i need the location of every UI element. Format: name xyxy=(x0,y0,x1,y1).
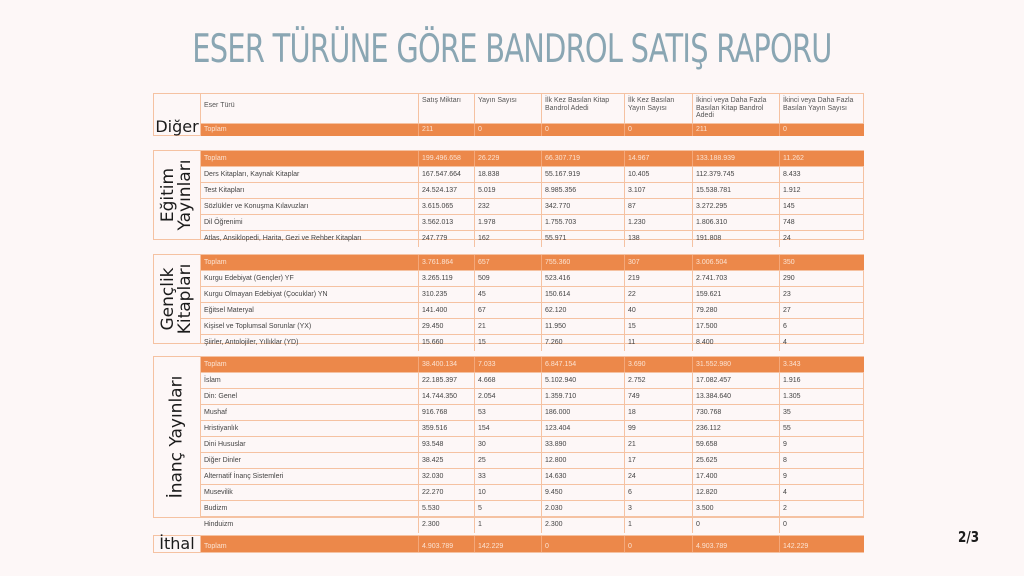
value-cell: 159.621 xyxy=(693,287,780,302)
cell: 4.903.789 xyxy=(419,536,475,552)
value-cell: 10.405 xyxy=(625,167,693,182)
value-cell: 3.343 xyxy=(783,361,801,368)
value-cell: 186.000 xyxy=(542,405,625,420)
eser-turu-cell: Mushaf xyxy=(201,405,419,420)
value-cell: 5.019 xyxy=(475,183,542,198)
value-cell: 17.082.457 xyxy=(693,373,780,388)
value-cell: 33.890 xyxy=(542,437,625,452)
value-cell: 15.660 xyxy=(419,335,475,351)
value-cell: 310.235 xyxy=(419,287,475,302)
table-row xyxy=(201,231,864,247)
value-cell: 138 xyxy=(625,231,693,247)
value-cell: 4.668 xyxy=(475,373,542,388)
value-cell: 8.985.356 xyxy=(542,183,625,198)
value-cell: 123.404 xyxy=(542,421,625,436)
table-row xyxy=(201,287,864,303)
value-cell: 25 xyxy=(475,453,542,468)
value-cell: 8.400 xyxy=(693,335,780,351)
table-row xyxy=(201,303,864,319)
page-indicator: 2/3 xyxy=(958,528,980,546)
group-label-line: Yayınları xyxy=(175,159,195,231)
table-row xyxy=(201,485,864,501)
table-row xyxy=(201,215,864,231)
value-cell: 247.779 xyxy=(419,231,475,247)
value-cell: 1.806.310 xyxy=(693,215,780,230)
value-cell: 154 xyxy=(475,421,542,436)
value-cell: 3.107 xyxy=(625,183,693,198)
value-cell: 191.808 xyxy=(693,231,780,247)
value-cell: 24 xyxy=(783,235,791,242)
value-cell: 93.548 xyxy=(419,437,475,452)
value-cell: 13.384.640 xyxy=(693,389,780,404)
value-cell: 5.530 xyxy=(419,501,475,516)
eser-turu-cell: Toplam xyxy=(201,255,419,270)
value-cell: 2.752 xyxy=(625,373,693,388)
value-cell: 22 xyxy=(625,287,693,302)
value-cell: 23 xyxy=(783,291,791,298)
eser-turu-cell: Şiirler, Antolojiler, Yıllıklar (YD) xyxy=(201,335,419,351)
value-cell: 55.971 xyxy=(542,231,625,247)
value-cell: 359.516 xyxy=(419,421,475,436)
value-cell: 9 xyxy=(783,441,787,448)
value-cell: 167.547.664 xyxy=(419,167,475,182)
value-cell: 509 xyxy=(475,271,542,286)
value-cell: 18 xyxy=(625,405,693,420)
group-label: Diğer xyxy=(155,117,199,136)
group-label-cell xyxy=(154,536,201,552)
value-cell: 1.305 xyxy=(783,393,801,400)
eser-turu-cell: Dil Öğrenimi xyxy=(201,215,419,230)
cell: 0 xyxy=(475,124,542,136)
value-cell: 162 xyxy=(475,231,542,247)
cell: 211 xyxy=(419,124,475,136)
value-cell: 2.741.703 xyxy=(693,271,780,286)
value-cell: 14.744.350 xyxy=(419,389,475,404)
value-cell: 3.690 xyxy=(625,357,693,372)
value-cell: 55 xyxy=(783,425,791,432)
group-label-line: Kitapları xyxy=(175,263,195,335)
total-row xyxy=(201,151,864,167)
value-cell: 0 xyxy=(693,517,780,533)
value-cell: 10 xyxy=(475,485,542,500)
value-cell: 5 xyxy=(475,501,542,516)
eser-turu-cell: İslam xyxy=(201,373,419,388)
value-cell: 350 xyxy=(783,259,795,266)
total-row xyxy=(201,536,864,552)
table-row xyxy=(201,517,864,533)
table-row xyxy=(201,469,864,485)
value-cell: 3.265.119 xyxy=(419,271,475,286)
value-cell: 67 xyxy=(475,303,542,318)
table-row xyxy=(201,335,864,351)
value-cell: 3.562.013 xyxy=(419,215,475,230)
value-cell: 916.768 xyxy=(419,405,475,420)
eser-turu-cell: Musevilik xyxy=(201,485,419,500)
value-cell: 14.630 xyxy=(542,469,625,484)
eser-turu-cell: Kurgu Olmayan Edebiyat (Çocuklar) YN xyxy=(201,287,419,302)
eser-turu-cell: Diğer Dinler xyxy=(201,453,419,468)
value-cell: 1.755.703 xyxy=(542,215,625,230)
value-cell: 133.188.939 xyxy=(693,151,780,166)
eser-turu-cell: Din: Genel xyxy=(201,389,419,404)
value-cell: 15 xyxy=(475,335,542,351)
table-row xyxy=(201,167,864,183)
value-cell: 1 xyxy=(475,517,542,533)
value-cell: 5.102.940 xyxy=(542,373,625,388)
table-row xyxy=(201,437,864,453)
eser-turu-cell: Atlas, Ansiklopedi, Harita, Gezi ve Rehber Kitapları xyxy=(201,231,419,247)
value-cell: 290 xyxy=(783,275,795,282)
value-cell: 2.300 xyxy=(419,517,475,533)
value-cell: 3.272.295 xyxy=(693,199,780,214)
value-cell: 9.450 xyxy=(542,485,625,500)
cell: 0 xyxy=(625,536,693,552)
value-cell: 21 xyxy=(625,437,693,452)
value-cell: 35 xyxy=(783,409,791,416)
total-row xyxy=(201,357,864,373)
value-cell: 12.820 xyxy=(693,485,780,500)
group-ithal xyxy=(153,535,864,553)
value-cell: 3.761.864 xyxy=(419,255,475,270)
value-cell: 6 xyxy=(625,485,693,500)
value-cell: 99 xyxy=(625,421,693,436)
table-row xyxy=(201,405,864,421)
value-cell: 17 xyxy=(625,453,693,468)
value-cell: 749 xyxy=(625,389,693,404)
group-label xyxy=(160,264,194,335)
value-cell: 1.912 xyxy=(783,187,801,194)
col-header-satis-miktari: Satış Miktarı xyxy=(419,94,475,123)
table-row xyxy=(201,501,864,517)
page-title: ESER TÜRÜNE GÖRE BANDROL SATIŞ RAPORU xyxy=(192,27,832,72)
value-cell: 87 xyxy=(625,199,693,214)
value-cell: 657 xyxy=(475,255,542,270)
table-row xyxy=(201,271,864,287)
group-diger xyxy=(153,93,864,136)
value-cell: 236.112 xyxy=(693,421,780,436)
value-cell: 2.054 xyxy=(475,389,542,404)
group-inanc xyxy=(153,356,864,528)
eser-turu-cell: Toplam xyxy=(201,151,419,166)
group-label-line: Gençlik xyxy=(158,267,178,331)
value-cell: 33 xyxy=(475,469,542,484)
group-label-line: Eğitim xyxy=(158,167,178,223)
value-cell: 3.500 xyxy=(693,501,780,516)
cell: 142.229 xyxy=(475,536,542,552)
table-row xyxy=(201,421,864,437)
group-label: İthal xyxy=(159,534,195,553)
value-cell: 8 xyxy=(783,457,787,464)
value-cell: 31.552.980 xyxy=(693,357,780,372)
value-cell: 6 xyxy=(783,323,787,330)
value-cell: 32.030 xyxy=(419,469,475,484)
eser-turu-cell: Toplam xyxy=(201,357,419,372)
col-header-ilk-kitap: İlk Kez Basılan Kitap Bandrol Adedi xyxy=(542,94,625,123)
value-cell: 40 xyxy=(625,303,693,318)
value-cell: 748 xyxy=(783,219,795,226)
value-cell: 12.800 xyxy=(542,453,625,468)
value-cell: 4 xyxy=(783,339,787,346)
eser-turu-cell: Alternatif İnanç Sistemleri xyxy=(201,469,419,484)
table-row xyxy=(201,199,864,215)
value-cell: 7.033 xyxy=(475,357,542,372)
value-cell: 26.229 xyxy=(475,151,542,166)
value-cell: 29.450 xyxy=(419,319,475,334)
value-cell: 219 xyxy=(625,271,693,286)
table-row xyxy=(201,183,864,199)
value-cell: 730.768 xyxy=(693,405,780,420)
value-cell: 55.167.919 xyxy=(542,167,625,182)
eser-turu-cell: Sözlükler ve Konuşma Kılavuzları xyxy=(201,199,419,214)
value-cell: 1.978 xyxy=(475,215,542,230)
value-cell: 755.360 xyxy=(542,255,625,270)
value-cell: 199.496.658 xyxy=(419,151,475,166)
value-cell: 7.260 xyxy=(542,335,625,351)
eser-turu-cell: Budizm xyxy=(201,501,419,516)
group-label-cell xyxy=(154,255,201,343)
group-label-cell xyxy=(154,94,201,135)
value-cell: 150.614 xyxy=(542,287,625,302)
value-cell: 1 xyxy=(625,517,693,533)
value-cell: 25.625 xyxy=(693,453,780,468)
group-label-cell xyxy=(154,151,201,239)
value-cell: 11.262 xyxy=(783,155,804,162)
value-cell: 24 xyxy=(625,469,693,484)
value-cell: 3.006.504 xyxy=(693,255,780,270)
col-header-eser-turu: Eser Türü xyxy=(201,94,419,123)
value-cell: 307 xyxy=(625,255,693,270)
eser-turu-cell: Dini Hususlar xyxy=(201,437,419,452)
value-cell: 22.185.397 xyxy=(419,373,475,388)
value-cell: 53 xyxy=(475,405,542,420)
cell: 211 xyxy=(693,124,780,136)
value-cell: 21 xyxy=(475,319,542,334)
value-cell: 1.359.710 xyxy=(542,389,625,404)
eser-turu-cell: Ders Kitapları, Kaynak Kitaplar xyxy=(201,167,419,182)
value-cell: 2.030 xyxy=(542,501,625,516)
col-header-ikinci-yayin: İkinci veya Daha Fazla Basılan Yayın Sayısı xyxy=(783,97,854,112)
value-cell: 66.307.719 xyxy=(542,151,625,166)
value-cell: 3.615.065 xyxy=(419,199,475,214)
eser-turu-cell: Hinduizm xyxy=(201,517,419,533)
value-cell: 17.500 xyxy=(693,319,780,334)
value-cell: 45 xyxy=(475,287,542,302)
group-label xyxy=(160,160,194,231)
value-cell: 232 xyxy=(475,199,542,214)
value-cell: 38.425 xyxy=(419,453,475,468)
cell: 142.229 xyxy=(783,543,809,550)
value-cell: 11.950 xyxy=(542,319,625,334)
group-genclik xyxy=(153,254,864,344)
value-cell: 22.270 xyxy=(419,485,475,500)
total-row xyxy=(201,124,864,136)
group-label-cell xyxy=(154,357,201,517)
cell: 0 xyxy=(625,124,693,136)
table-header xyxy=(201,94,864,124)
cell: Toplam xyxy=(201,124,419,136)
value-cell: 27 xyxy=(783,307,791,314)
value-cell: 59.658 xyxy=(693,437,780,452)
value-cell: 6.847.154 xyxy=(542,357,625,372)
value-cell: 9 xyxy=(783,473,787,480)
value-cell: 79.280 xyxy=(693,303,780,318)
eser-turu-cell: Hristiyanlık xyxy=(201,421,419,436)
value-cell: 18.838 xyxy=(475,167,542,182)
value-cell: 3 xyxy=(625,501,693,516)
total-row xyxy=(201,255,864,271)
value-cell: 1.230 xyxy=(625,215,693,230)
cell: 4.903.789 xyxy=(693,536,780,552)
value-cell: 0 xyxy=(783,521,787,528)
value-cell: 112.379.745 xyxy=(693,167,780,182)
group-label: İnanç Yayınları xyxy=(166,375,187,499)
table-row xyxy=(201,453,864,469)
value-cell: 2.300 xyxy=(542,517,625,533)
cell: 0 xyxy=(783,126,787,133)
value-cell: 11 xyxy=(625,335,693,351)
value-cell: 24.524.137 xyxy=(419,183,475,198)
col-header-ikinci-kitap: İkinci veya Daha Fazla Basılan Kitap Bandrol Adedi xyxy=(693,94,780,123)
value-cell: 14.967 xyxy=(625,151,693,166)
table-row xyxy=(201,389,864,405)
cell: Toplam xyxy=(201,536,419,552)
eser-turu-cell: Eğitsel Materyal xyxy=(201,303,419,318)
value-cell: 4 xyxy=(783,489,787,496)
cell: 0 xyxy=(542,124,625,136)
value-cell: 145 xyxy=(783,203,795,210)
value-cell: 15 xyxy=(625,319,693,334)
value-cell: 2 xyxy=(783,505,787,512)
cell: 0 xyxy=(542,536,625,552)
eser-turu-cell: Test Kitapları xyxy=(201,183,419,198)
value-cell: 17.400 xyxy=(693,469,780,484)
value-cell: 62.120 xyxy=(542,303,625,318)
value-cell: 1.916 xyxy=(783,377,801,384)
eser-turu-cell: Kurgu Edebiyat (Gençler) YF xyxy=(201,271,419,286)
value-cell: 342.770 xyxy=(542,199,625,214)
col-header-ilk-yayin: İlk Kez Basılan Yayın Sayısı xyxy=(625,94,693,123)
table-row xyxy=(201,319,864,335)
value-cell: 38.400.134 xyxy=(419,357,475,372)
value-cell: 141.400 xyxy=(419,303,475,318)
col-header-yayin-sayisi: Yayın Sayısı xyxy=(475,94,542,123)
value-cell: 15.538.781 xyxy=(693,183,780,198)
table-row xyxy=(201,373,864,389)
value-cell: 8.433 xyxy=(783,171,801,178)
value-cell: 30 xyxy=(475,437,542,452)
eser-turu-cell: Kişisel ve Toplumsal Sorunlar (YX) xyxy=(201,319,419,334)
group-egitim xyxy=(153,150,864,240)
value-cell: 523.416 xyxy=(542,271,625,286)
